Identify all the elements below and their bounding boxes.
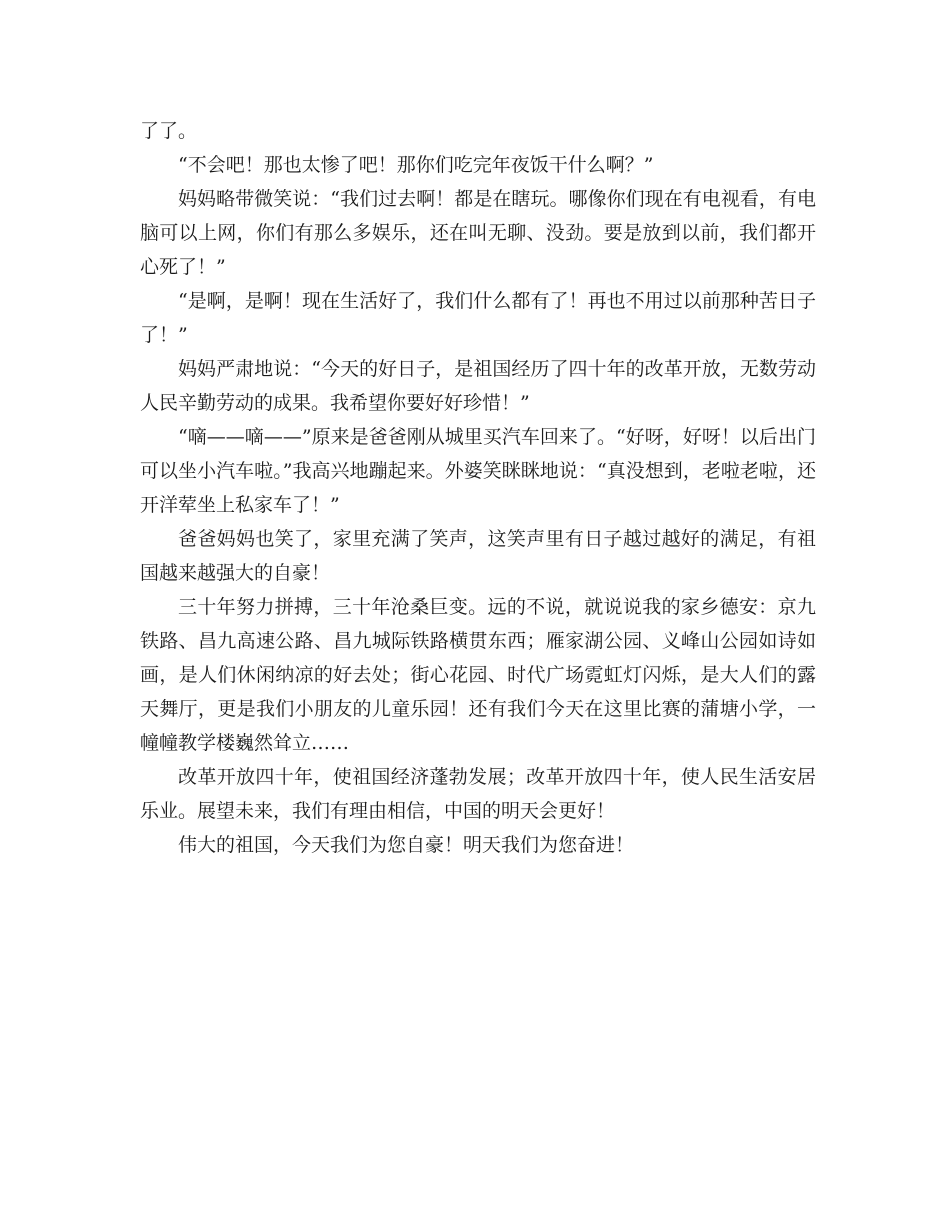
paragraph: 伟大的祖国，今天我们为您自豪！明天我们为您奋进！ xyxy=(178,834,635,856)
paragraph: “不会吧！那也太惨了吧！那你们吃完年夜饭干什么啊？” xyxy=(178,154,654,176)
paragraph-continuation: 了了。 xyxy=(140,120,198,142)
paragraph: “是啊，是啊！现在生活好了，我们什么都有了！再也不用过以前那种苦日子了！” xyxy=(140,290,816,346)
paragraph: 妈妈略带微笑说：“我们过去啊！都是在瞎玩。哪像你们现在有电视看，有电脑可以上网，你们有那么多娱乐，还在叫无聊、没劲。要是放到以前，我们都开心死了！” xyxy=(140,188,816,278)
paragraph: “嘀——嘀——”原来是爸爸刚从城里买汽车回来了。“好呀，好呀！以后出门可以坐小汽车啦。”我高兴地蹦起来。外婆笑眯眯地说：“真没想到，老啦老啦，还开洋荤坐上私家车了！” xyxy=(140,426,816,516)
essay-body xyxy=(140,114,816,862)
paragraph: 三十年努力拼搏，三十年沧桑巨变。远的不说，就说说我的家乡德安：京九铁路、昌九高速公路、昌九城际铁路横贯东西；雁家湖公园、义峰山公园如诗如画，是人们休闲纳凉的好去处；街心花园、时代广场霓虹灯闪烁，是大人们的露天舞厅，更是我们小朋友的儿童乐园！还有我们今天在这里比赛的蒲塘小学，一幢幢教学楼巍然耸立…… xyxy=(140,596,816,754)
paragraph: 妈妈严肃地说：“今天的好日子，是祖国经历了四十年的改革开放，无数劳动人民辛勤劳动的成果。我希望你要好好珍惜！” xyxy=(140,358,816,414)
paragraph: 改革开放四十年，使祖国经济蓬勃发展；改革开放四十年，使人民生活安居乐业。展望未来，我们有理由相信，中国的明天会更好！ xyxy=(140,766,816,822)
paragraph: 爸爸妈妈也笑了，家里充满了笑声，这笑声里有日子越过越好的满足，有祖国越来越强大的自豪！ xyxy=(140,528,816,584)
